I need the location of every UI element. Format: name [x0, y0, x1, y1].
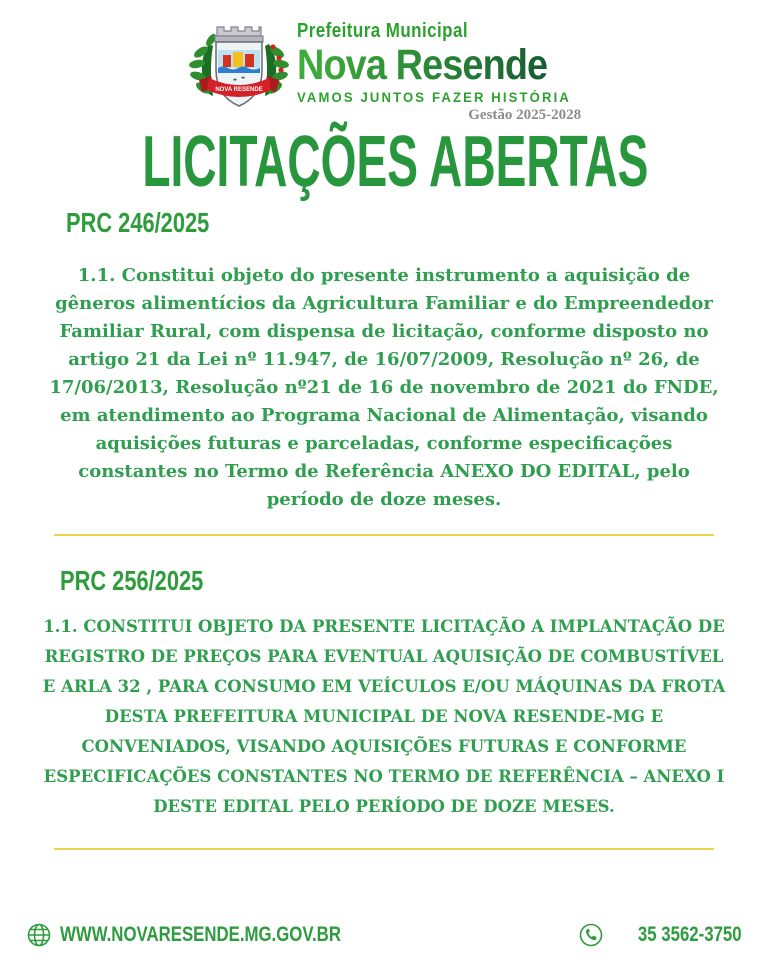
- section-heading-prc-256: PRC 256/2025: [60, 565, 204, 596]
- footer-phone: [578, 922, 742, 948]
- page-title: LICITAÇÕES ABERTAS: [142, 122, 649, 202]
- brand-term: Gestão 2025-2028: [468, 107, 582, 123]
- brand-prefeitura-label: Prefeitura Municipal: [296, 20, 468, 42]
- section-body-prc-256: 1.1. CONSTITUI OBJETO DA PRESENTE LICITAÇÃO A IMPLANTAÇÃO DE REGISTRO DE PREÇOS PARA EVENTUAL AQUISIÇÃO DE COMBUSTÍVEL E ARLA 32 , PARA CONSUMO EM VEÍCULOS E/OU MÁQUINAS DA FROTA DESTA PREFEITURA MUNICIPAL DE NOVA RESENDE-MG E CONVENIADOS, VISANDO AQUISIÇÕES FUTURAS E CONFORME ESPECIFICAÇÕES CONSTANTES NO TERMO DE REFERÊNCIA – ANEXO I DESTE EDITAL PELO PERÍODO DE DOZE MESES.: [42, 617, 726, 816]
- section-prc-246: [0, 198, 768, 514]
- brand-slogan: VAMOS JUNTOS FAZER HISTÓRIA: [296, 90, 571, 105]
- globe-icon: [26, 922, 52, 948]
- section-body-prc-246: 1.1. Constitui objeto do presente instrumento a aquisição de gêneros alimentícios da Agricultura Familiar e do Empreendedor Familiar Rural, com dispensa de licitação, conforme disposto no artigo 21 da Lei nº 11.947, de 16/07/2009, Resolução nº 26, de 17/06/2013, Resolução nº21 de 16 de novembro de 2021 do FNDE, em atendimento ao Programa Nacional de Alimentação, visando aquisições futuras e parceladas, conforme especificações constantes no Termo de Referência ANEXO DO EDITAL, pelo período de doze meses.: [49, 265, 719, 510]
- municipal-crest-icon: [187, 14, 291, 116]
- section-heading-prc-246: PRC 246/2025: [66, 207, 210, 238]
- footer-website: [26, 922, 411, 948]
- crest-ribbon-label: NOVA RESENDE: [215, 87, 263, 93]
- footer: [0, 922, 768, 948]
- header-brand: [0, 0, 768, 124]
- brand-city-name: Nova Resende: [296, 41, 548, 89]
- section-divider: [54, 848, 714, 850]
- brand-text: [297, 14, 581, 124]
- crest-mural-crown: [215, 27, 263, 42]
- phone-icon: [578, 922, 604, 948]
- section-prc-256: [0, 536, 768, 822]
- footer-phone-number: 35 3562-3750: [638, 923, 742, 946]
- footer-website-url: WWW.NOVARESENDE.MG.GOV.BR: [60, 923, 341, 946]
